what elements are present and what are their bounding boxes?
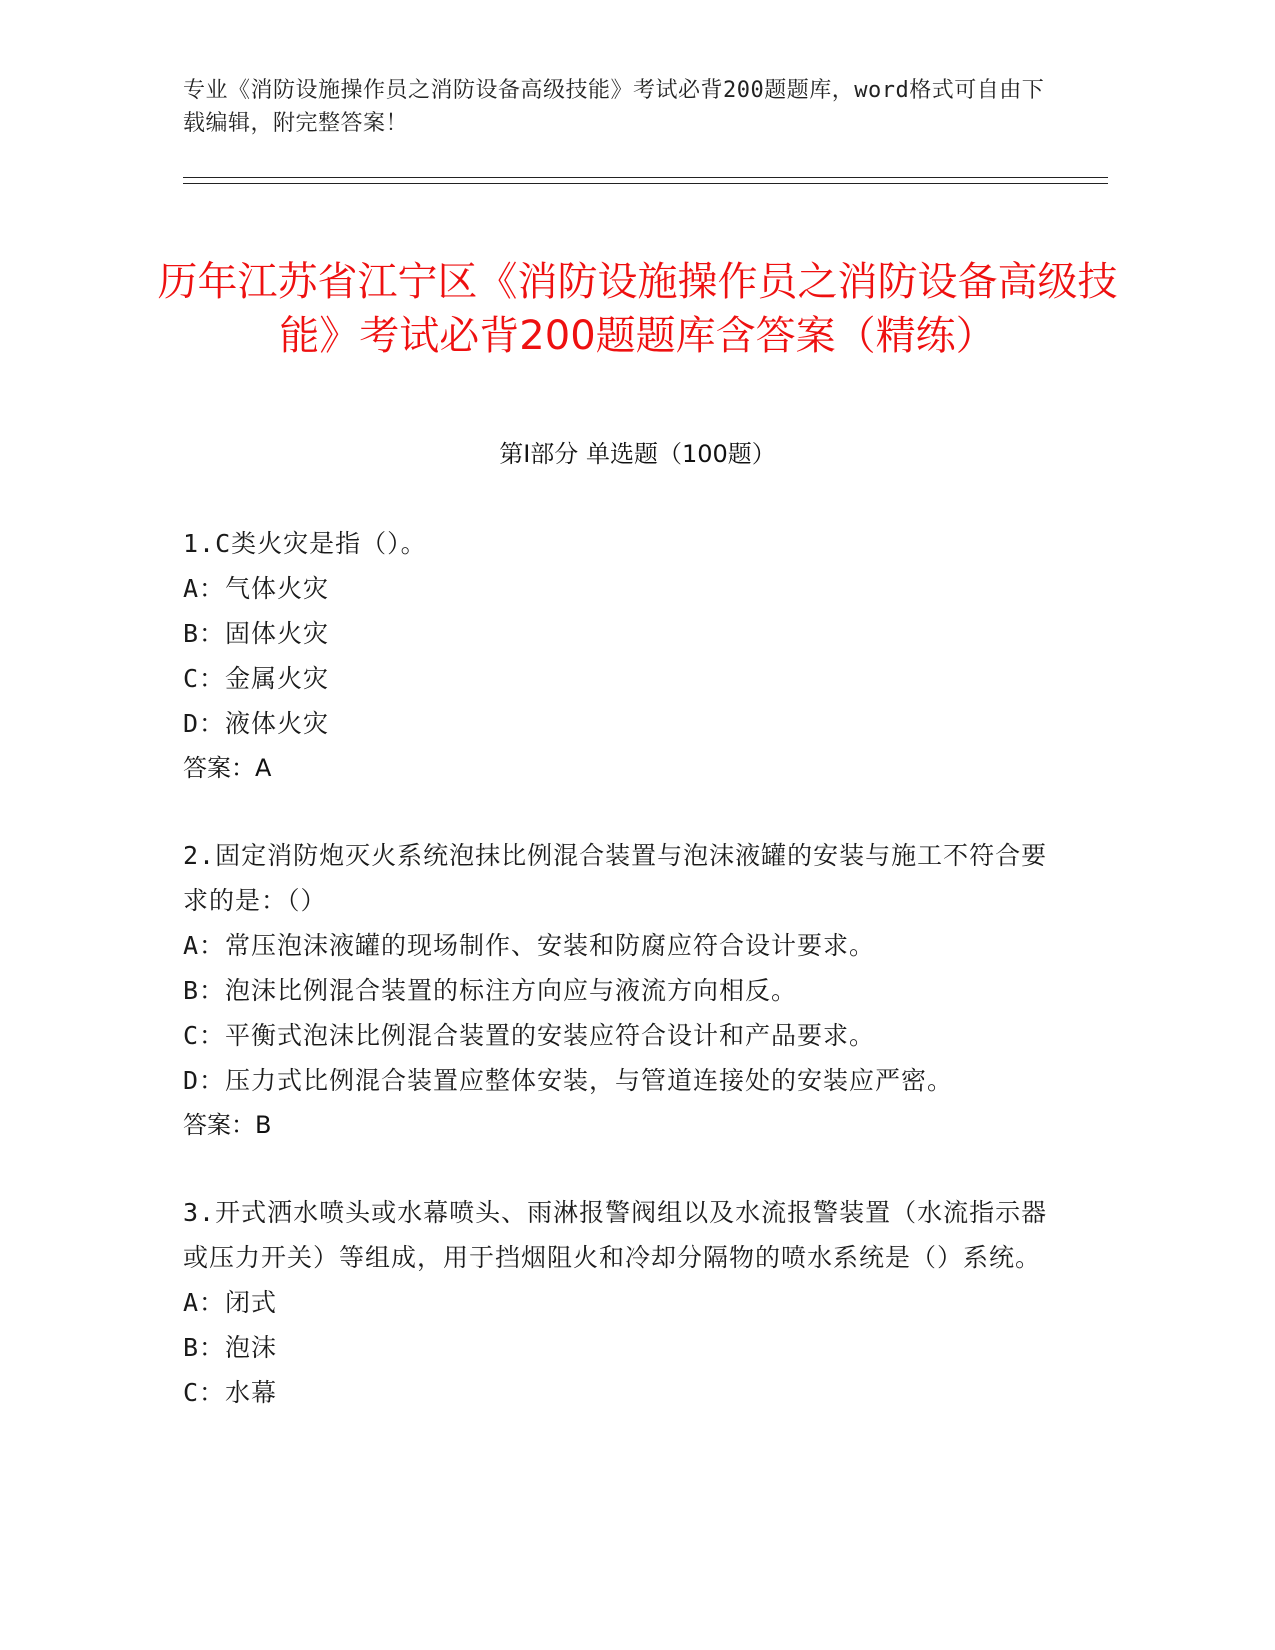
option-a: A：闭式	[183, 1288, 278, 1317]
option-a: A：常压泡沫液罐的现场制作、安装和防腐应符合设计要求。	[183, 931, 876, 960]
option-a: A：气体火灾	[183, 574, 330, 603]
question-3	[183, 1190, 1063, 1415]
question-stem: 2.固定消防炮灭火系统泡抹比例混合装置与泡沫液罐的安装与施工不符合要求的是：（）	[183, 841, 1048, 915]
option-b: B：固体火灾	[183, 619, 330, 648]
question-stem: 3.开式洒水喷头或水幕喷头、雨淋报警阀组以及水流报警装置（水流指示器或压力开关）等组成，用于挡烟阻火和冷却分隔物的喷水系统是（）系统。	[183, 1198, 1048, 1272]
option-c: C：金属火灾	[183, 664, 330, 693]
option-c: C：平衡式泡沫比例混合装置的安装应符合设计和产品要求。	[183, 1021, 876, 1050]
answer: 答案：A	[183, 754, 272, 782]
option-b: B：泡沫	[183, 1333, 278, 1362]
section-heading: 第Ⅰ部分 单选题（100题）	[499, 440, 776, 468]
header-divider-bottom	[183, 183, 1108, 184]
document-title: 历年江苏省江宁区《消防设施操作员之消防设备高级技能》考试必背200题题库含答案（精练）	[157, 258, 1118, 359]
header-divider-top	[183, 177, 1108, 178]
answer: 答案：B	[183, 1111, 272, 1139]
option-b: B：泡沫比例混合装置的标注方向应与液流方向相反。	[183, 976, 798, 1005]
question-list	[183, 521, 1063, 1457]
question-stem: 1.C类火灾是指（）。	[183, 529, 427, 558]
option-d: D：压力式比例混合装置应整体安装，与管道连接处的安装应严密。	[183, 1066, 954, 1095]
option-d: D：液体火灾	[183, 709, 330, 738]
intro-text: 专业《消防设施操作员之消防设备高级技能》考试必背200题题库，word格式可自由下载编辑，附完整答案！	[183, 78, 1045, 136]
question-2	[183, 833, 1063, 1148]
question-1	[183, 521, 1063, 791]
option-c: C：水幕	[183, 1378, 278, 1407]
